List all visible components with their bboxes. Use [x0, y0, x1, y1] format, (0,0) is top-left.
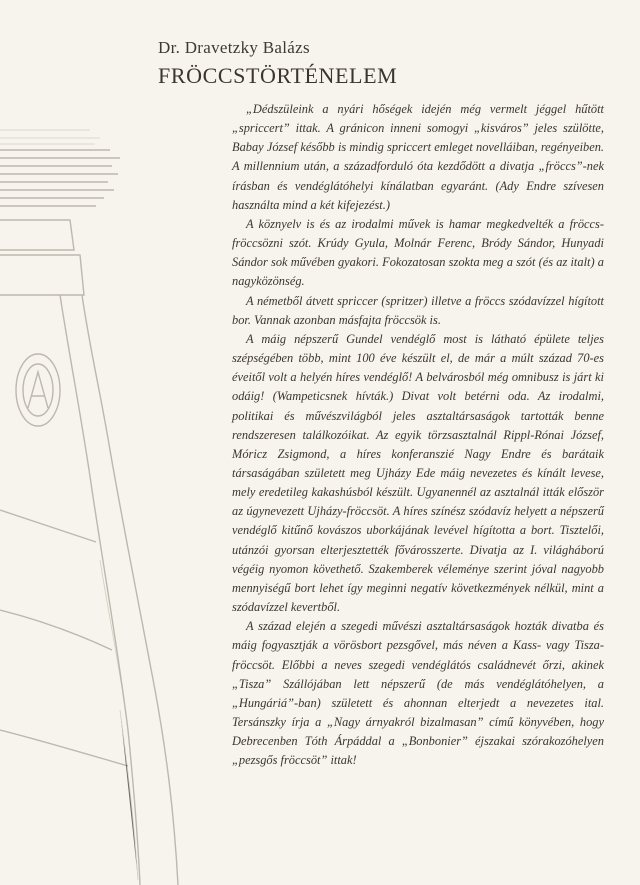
article-body: [232, 100, 604, 770]
paragraph: A század elején a szegedi művészi asztaltársaságok hozták divatba és máig fogyasztják a vörösbort pezsgővel, más néven a Kass- vagy Tisza-fröccsöt. Előbbi a neves szegedi vendéglátós családnevét őrzi, akinek „Tisza” Szállójában lett népszerű (de más vendéglátóhelyen, a „Hungáriá”-ban) született és ahonnan elterjedt a nevezetes ital. Tersánszky írja a „Nagy árnyakról bizalmasan” című könyvében, hogy Debrecenben Tóth Árpáddal a „Bonbonier” éjszakai szórakozóhelyen „pezsgős fröccsöt” ittak!: [232, 619, 604, 768]
soda-siphon-bottle-icon: [0, 90, 210, 885]
paragraph: „Dédszüleink a nyári hőségek idején még vermelt jéggel hűtött „spriccert” ittak. A gránicon inneni somogyi „kisváros” jeles szülötte, Babay József később is mindig spriccert emleget novelláiban, regényeiben. A millennium után, a századforduló óta kezdődött a divatja „fröccs”-nek írásban és vendéglátóhelyi kínálatban egyaránt. (Ady Endre szívesen használta mind a két kifejezést.): [232, 102, 604, 212]
article-title: FRÖCCSTÖRTÉNELEM: [158, 63, 398, 88]
paragraph: A németből átvett spriccer (spritzer) illetve a fröccs szódavízzel hígított bor. Vannak azonban másfajta fröccsök is.: [232, 293, 604, 327]
paragraph: A köznyelv is és az irodalmi művek is hamar megkedvelték a fröccs-fröccsözni szót. Krúdy Gyula, Molnár Ferenc, Bródy Sándor, Hunyadi Sándor sok művében gyakori. Fokozatosan szokta meg a szót (és az italt) a nagyközönség.: [232, 216, 604, 289]
author-name: Dr. Dravetzky Balázs: [158, 38, 310, 57]
paragraph: A máig népszerű Gundel vendéglő most is látható épülete teljes szépségében több, mint 100 éve készült el, de már a múlt század 70-es éveitől volt a helyén híres vendéglő! A belvárosból még omnibusz is járt ki odáig! (Wampeticsnek hívták.) Divat volt betérni oda. Az irodalmi, politikai és művészvilágból jeles asztaltársaságok tartották benne rendszeresen találkozóikat. Az egyik törzsasztalnál Rippl-Rónai József, Móricz Zsigmond, a híres konferanszié Nagy Endre és barátaik társaságában született meg Ujházy Ede máig nevezetes és kínált levese, mely eredetileg kakashúsból készült. Ugyanennél az asztalnál itták először az úgynevezett Ujházy-fröccsöt. A híres színész szódavíz helyett a népszerű vendéglő kitűnő kovászos uborkájának levével hígította a bort. Tisztelői, utánzói gyorsan elterjesztették fővárosszerte. Divatja az I. világháború végéig nyomon követhető. Szakemberek véleménye szerint jóval nagyobb mennyiségű bort lehet így meginni negatív következmények nélkül, mint a szódavízzel kevertből.: [232, 331, 604, 615]
